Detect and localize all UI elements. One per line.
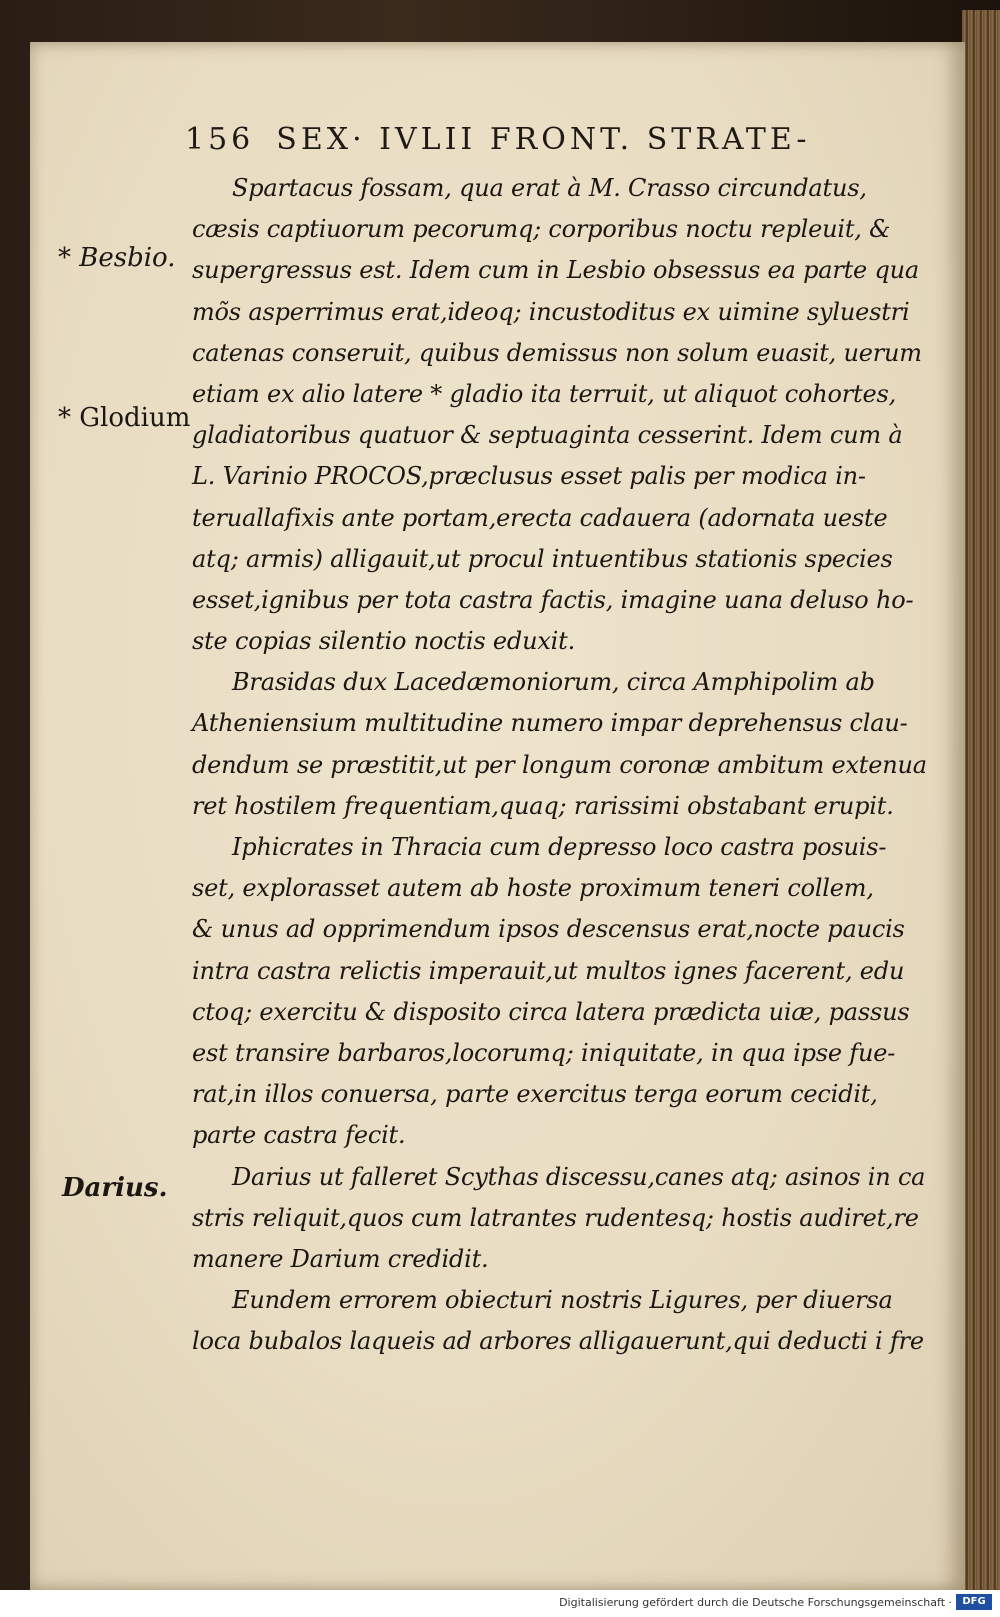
text-line: est transire barbaros,locorumq; iniquitate, in qua ipse fue- bbox=[192, 1038, 896, 1067]
text-line: intra castra relictis imperauit,ut multos ignes facerent, edu bbox=[192, 956, 905, 985]
text-line: ste copias silentio noctis eduxit. bbox=[192, 627, 576, 656]
text-line: esset,ignibus per tota castra factis, imagine uana deluso ho- bbox=[192, 585, 914, 614]
text-line: ret hostilem frequentiam,quaq; rarissimi obstabant erupit. bbox=[192, 791, 894, 820]
text-line: dendum se præstitit,ut per longum coronæ ambitum extenua bbox=[192, 750, 927, 779]
text-line: teruallafixis ante portam,erecta cadauera (adornata ueste bbox=[192, 503, 888, 532]
text-line: Darius ut falleret Scythas discessu,canes atq; asinos in ca bbox=[232, 1162, 926, 1191]
footer-bar bbox=[0, 1590, 1000, 1617]
text-line: mõs asperrimus erat,ideoq; incustoditus ex uimine syluestri bbox=[192, 297, 910, 326]
text-line: etiam ex alio latere * gladio ita terruit, ut aliquot cohortes, bbox=[192, 379, 897, 408]
text-line: Iphicrates in Thracia cum depresso loco castra posuis- bbox=[232, 833, 887, 861]
text-line: L. Varinio PROCOS,præclusus esset palis per modica in- bbox=[192, 462, 866, 491]
text-line: stris reliquit,quos cum latrantes rudentesq; hostis audiret,re bbox=[192, 1203, 919, 1232]
text-body bbox=[192, 168, 927, 1362]
marginal-note-glodium: * Glodium bbox=[58, 403, 191, 433]
footer-credit: Digitalisierung gefördert durch die Deutsche Forschungsgemeinschaft · bbox=[559, 1596, 952, 1609]
page-number: 156 bbox=[185, 122, 255, 157]
text-line: Brasidas dux Lacedæmoniorum, circa Amphipolim ab bbox=[232, 668, 875, 697]
text-line: & unus ad opprimendum ipsos descensus erat,nocte paucis bbox=[192, 915, 905, 944]
text-line: atq; armis) alligauit,ut procul intuentibus stationis species bbox=[192, 544, 893, 573]
text-line: loca bubalos laqueis ad arbores alligauerunt,qui deducti i fre bbox=[192, 1327, 924, 1356]
text-line: supergressus est. Idem cum in Lesbio obsessus ea parte qua bbox=[192, 256, 920, 285]
text-line: manere Darium credidit. bbox=[192, 1244, 489, 1273]
text-line: rat,in illos conuersa, parte exercitus terga eorum cecidit, bbox=[192, 1080, 878, 1109]
text-line: gladiatoribus quatuor & septuaginta cesserint. Idem cum à bbox=[192, 421, 903, 450]
text-line: Atheniensium multitudine numero impar deprehensus clau- bbox=[192, 709, 908, 738]
dfg-logo-icon: DFG bbox=[956, 1594, 992, 1610]
running-head bbox=[185, 118, 885, 162]
text-line: Eundem errorem obiecturi nostris Ligures, per diuersa bbox=[232, 1286, 893, 1315]
book-edge bbox=[962, 10, 1000, 1590]
marginal-note-darius: Darius. bbox=[62, 1173, 168, 1203]
text-line: cæsis captiuorum pecorumq; corporibus noctu repleuit, & bbox=[192, 215, 891, 244]
running-head-title: SEX· IVLII FRONT. STRATE- bbox=[276, 122, 811, 157]
text-line: Spartacus fossam, qua erat à M. Crasso circundatus, bbox=[232, 174, 867, 202]
text-line: set, explorasset autem ab hoste proximum teneri collem, bbox=[192, 874, 874, 903]
text-line: catenas conseruit, quibus demissus non solum euasit, uerum bbox=[192, 338, 922, 367]
text-line: ctoq; exercitu & disposito circa latera prædicta uiæ, passus bbox=[192, 997, 910, 1026]
marginal-note-besbio: * Besbio. bbox=[58, 243, 176, 273]
text-line: parte castra fecit. bbox=[192, 1121, 406, 1150]
